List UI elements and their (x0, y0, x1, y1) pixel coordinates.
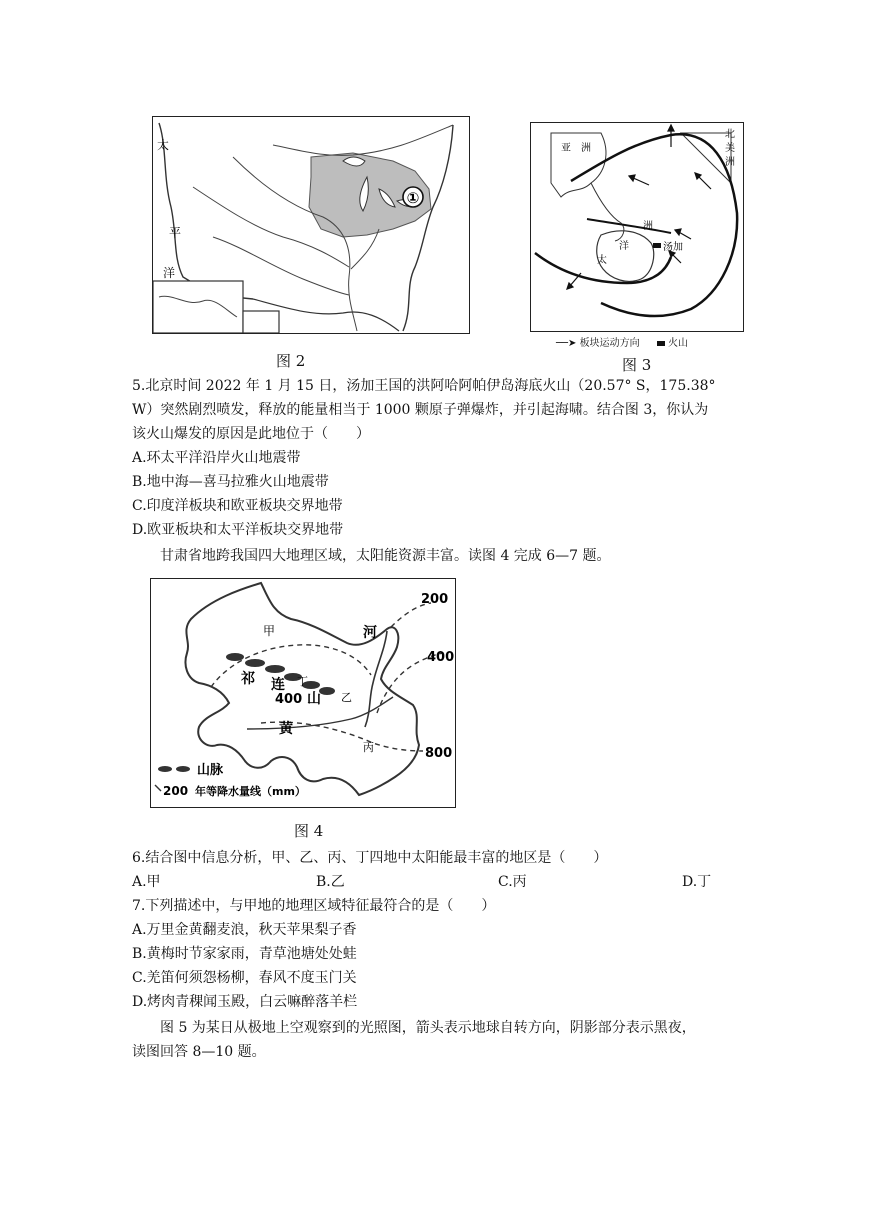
volcano-legend-icon (657, 341, 665, 346)
intro-q8-q10-line-2: 读图回答 8—10 题。 (132, 1044, 266, 1060)
label-asia: 亚 洲 (561, 143, 591, 154)
q5-line-1: 5.北京时间 2022 年 1 月 15 日，汤加王国的洪阿哈阿帕伊岛海底火山（20.57° S，175.38° (132, 378, 716, 394)
intro-q8-q10-line-1: 图 5 为某日从极地上空观察到的光照图，箭头表示地球自转方向，阴影部分表示黑夜， (160, 1020, 696, 1036)
isoline-800-label: 800 (425, 746, 453, 761)
label-north: 北 (725, 129, 735, 140)
label-shan: 山 (307, 691, 321, 707)
legend-plate-label: 板块运动方向 (579, 338, 640, 349)
north-america-map (153, 117, 469, 333)
legend-mountain-label: 山脉 (197, 763, 224, 778)
q7-option-a[interactable]: A.万里金黄翻麦浪，秋天苹果梨子香 (132, 922, 357, 938)
label-ping: 平 (169, 226, 182, 240)
label-lian: 连 (271, 677, 285, 693)
figure-3-legend (556, 334, 688, 349)
figure-3-map (530, 122, 744, 332)
isoline-400-label: 400 (427, 650, 455, 665)
arrow-legend-icon: ──➤ (556, 338, 577, 349)
volcano-marker-icon (653, 243, 661, 248)
legend-volcano-label: 火山 (667, 338, 688, 349)
marker-1-label: ① (406, 189, 420, 207)
q5-option-a[interactable]: A.环太平洋沿岸火山地震带 (132, 450, 301, 466)
label-america: 美 (725, 143, 735, 154)
label-tonga: 汤加 (663, 242, 683, 253)
label-400-inner: 400 (275, 692, 303, 707)
q7-option-c[interactable]: C.羌笛何须怨杨柳，春风不度玉门关 (132, 970, 357, 986)
label-zhou-right: 洲 (725, 157, 735, 168)
pacific-plate-map (531, 123, 743, 331)
q7-option-d[interactable]: D.烤肉青稞闻玉殿，白云嘛醉落羊栏 (132, 994, 358, 1010)
gansu-map (151, 579, 455, 807)
figure-4-caption: 图 4 (294, 822, 324, 840)
q5-option-c[interactable]: C.印度洋板块和欧亚板块交界地带 (132, 498, 343, 514)
figure-4-map (150, 578, 456, 808)
q7-stem: 7.下列描述中，与甲地的地理区域特征最符合的是（ ） (132, 898, 496, 914)
figure-2-caption: 图 2 (276, 352, 306, 370)
label-zhou: 洲 (643, 221, 653, 232)
q6-option-d[interactable]: D.丁 (682, 874, 712, 890)
q6-stem: 6.结合图中信息分析，甲、乙、丙、丁四地中太阳能最丰富的地区是（ ） (132, 850, 608, 866)
label-ding: 丁 (297, 675, 308, 688)
q6-option-a[interactable]: A.甲 (132, 874, 161, 890)
legend-iso-value: 200 (163, 784, 189, 798)
q5-line-3: 该火山爆发的原因是此地位于（ ） (132, 426, 370, 442)
label-tai: 太 (157, 138, 170, 152)
label-yang: 洋 (163, 266, 176, 280)
isoline-legend-icon (155, 785, 161, 791)
mountain-legend-icon (158, 766, 172, 772)
figure-3-caption: 图 3 (622, 356, 652, 374)
label-bing: 丙 (363, 741, 374, 754)
label-he: 河 (363, 625, 377, 641)
label-tai: 太 (597, 255, 607, 266)
q5-option-d[interactable]: D.欧亚板块和太平洋板块交界地带 (132, 522, 344, 538)
legend-iso-text: 年等降水量线（mm） (195, 785, 306, 798)
isoline-200-label: 200 (421, 592, 449, 607)
label-yang: 洋 (619, 241, 629, 252)
q6-option-b[interactable]: B.乙 (316, 874, 345, 890)
label-yi: 乙 (341, 691, 352, 704)
q5-line-2: W）突然剧烈喷发，释放的能量相当于 1000 颗原子弹爆炸，并引起海啸。结合图 3，你认为 (132, 402, 709, 418)
intro-q6-q7: 甘肃省地跨我国四大地理区域，太阳能资源丰富。读图 4 完成 6—7 题。 (160, 548, 611, 564)
label-jia: 甲 (263, 624, 276, 638)
q5-option-b[interactable]: B.地中海—喜马拉雅火山地震带 (132, 474, 329, 490)
label-huang: 黄 (279, 721, 293, 737)
q6-option-c[interactable]: C.丙 (498, 874, 527, 890)
q7-option-b[interactable]: B.黄梅时节家家雨，青草池塘处处蛙 (132, 946, 357, 962)
label-qi: 祁 (241, 671, 255, 687)
figure-2-map (152, 116, 470, 334)
